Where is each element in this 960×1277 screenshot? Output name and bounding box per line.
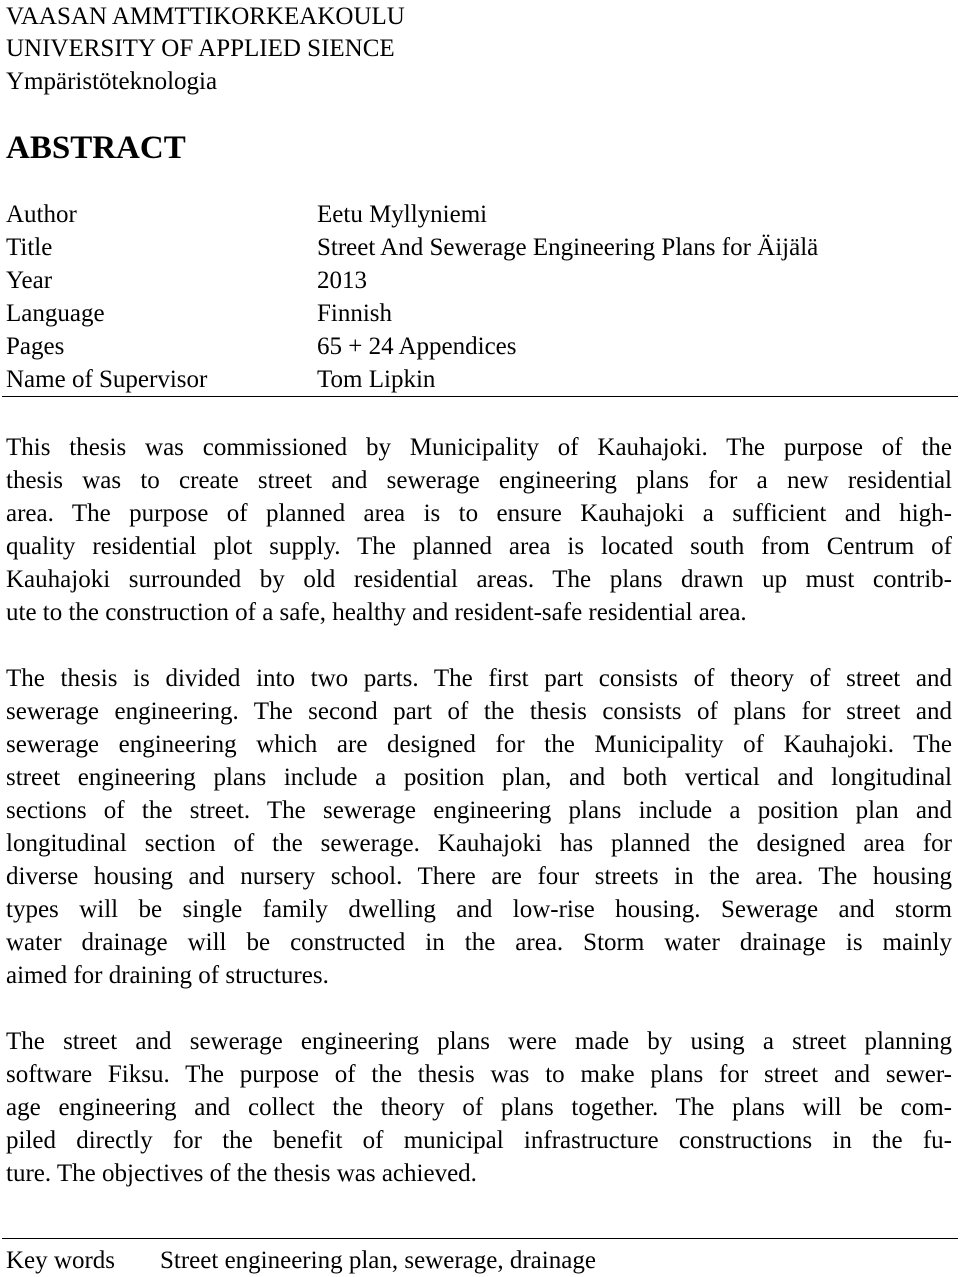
meta-row-pages xyxy=(6,330,946,363)
institution-name-english: UNIVERSITY OF APPLIED SIENCE xyxy=(6,35,395,62)
paragraph-line: Kauhajoki surrounded by old residential areas. The plans drawn up must contrib- xyxy=(6,566,952,593)
meta-label: Name of Supervisor xyxy=(6,366,208,393)
paragraph-line: ute to the construction of a safe, healthy and resident-safe residential area. xyxy=(6,599,747,626)
paragraph-line: The thesis is divided into two parts. The first part consists of theory of street and xyxy=(6,665,952,692)
meta-label: Pages xyxy=(6,333,65,360)
degree-programme: Ympäristöteknologia xyxy=(6,68,218,95)
paragraph-line: types will be single family dwelling and low-rise housing. Sewerage and storm xyxy=(6,896,952,923)
paragraph-line: ture. The objectives of the thesis was achieved. xyxy=(6,1160,477,1187)
meta-value: 2013 xyxy=(317,267,367,294)
keywords-label: Key words xyxy=(6,1247,116,1274)
keywords-value: Street engineering plan, sewerage, drainage xyxy=(160,1247,596,1274)
abstract-heading: ABSTRACT xyxy=(6,130,186,166)
paragraph-line: quality residential plot supply. The planned area is located south from Centrum of xyxy=(6,533,952,560)
abstract-paragraph-2 xyxy=(6,662,952,992)
abstract-paragraph-1 xyxy=(6,431,952,629)
paragraph-line: piled directly for the benefit of municipal infrastructure constructions in the fu- xyxy=(6,1127,952,1154)
paragraph-line: sewerage engineering. The second part of the thesis consists of plans for street and xyxy=(6,698,952,725)
paragraph-line: thesis was to create street and sewerage engineering plans for a new residential xyxy=(6,467,952,494)
meta-row-supervisor xyxy=(6,363,946,396)
meta-value: Finnish xyxy=(317,300,393,327)
meta-row-language xyxy=(6,297,946,330)
keywords-divider xyxy=(2,1238,958,1239)
meta-label: Title xyxy=(6,234,53,261)
paragraph-line: street engineering plans include a position plan, and both vertical and longitudinal xyxy=(6,764,952,791)
paragraph-line: longitudinal section of the sewerage. Kauhajoki has planned the designed area for xyxy=(6,830,952,857)
paragraph-line: The street and sewerage engineering plans were made by using a street planning xyxy=(6,1028,952,1055)
paragraph-line: diverse housing and nursery school. There are four streets in the area. The housing xyxy=(6,863,952,890)
paragraph-line: sections of the street. The sewerage engineering plans include a position plan and xyxy=(6,797,952,824)
paragraph-line: age engineering and collect the theory of plans together. The plans will be com- xyxy=(6,1094,952,1121)
meta-label: Language xyxy=(6,300,105,327)
meta-value: 65 + 24 Appendices xyxy=(317,333,517,360)
abstract-paragraph-3 xyxy=(6,1025,952,1190)
paragraph-line: area. The purpose of planned area is to ensure Kauhajoki a sufficient and high- xyxy=(6,500,952,527)
meta-label: Year xyxy=(6,267,53,294)
institution-name-finnish: VAASAN AMMTTIKORKEAKOULU xyxy=(6,3,405,30)
meta-divider xyxy=(2,396,958,397)
meta-row-year xyxy=(6,264,946,297)
meta-value: Eetu Myllyniemi xyxy=(317,201,488,228)
paragraph-line: aimed for draining of structures. xyxy=(6,962,329,989)
paragraph-line: software Fiksu. The purpose of the thesis was to make plans for street and sewer- xyxy=(6,1061,952,1088)
paragraph-line: This thesis was commissioned by Municipality of Kauhajoki. The purpose of the xyxy=(6,434,952,461)
meta-label: Author xyxy=(6,201,77,228)
paragraph-line: water drainage will be constructed in the area. Storm water drainage is mainly xyxy=(6,929,952,956)
meta-value: Tom Lipkin xyxy=(317,366,436,393)
meta-value: Street And Sewerage Engineering Plans for Äijälä xyxy=(317,234,819,261)
meta-row-author xyxy=(6,198,946,231)
meta-row-title xyxy=(6,231,946,264)
paragraph-line: sewerage engineering which are designed for the Municipality of Kauhajoki. The xyxy=(6,731,952,758)
